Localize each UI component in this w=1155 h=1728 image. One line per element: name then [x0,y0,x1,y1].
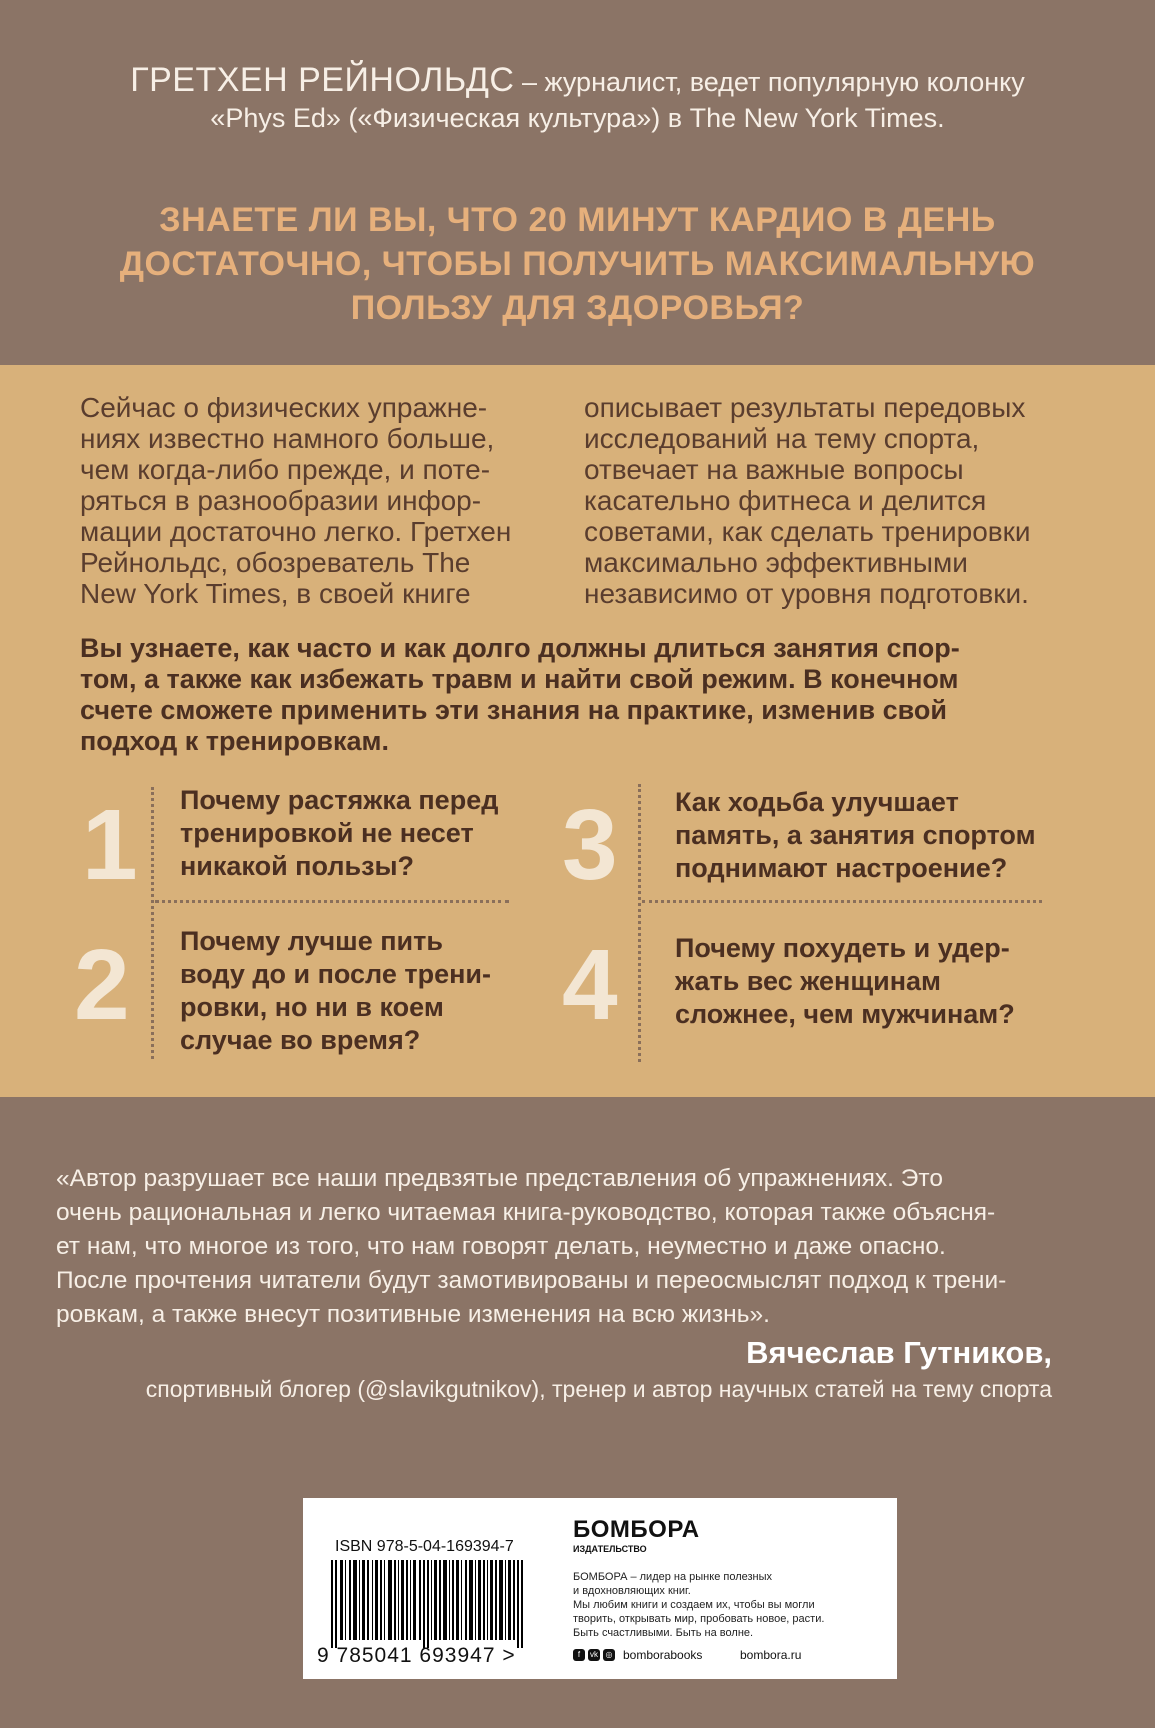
question-3 [675,786,1095,885]
publisher-line: и вдохновляющих книг. [573,1585,691,1597]
description-column-1 [80,392,550,609]
question-number-1: 1 [82,789,138,901]
description-line: чем когда-либо прежде, и поте- [80,454,491,485]
headline-question [70,198,1085,330]
question-line: никакой пользы? [180,851,415,881]
publisher-line: БОМБОРА – лидер на рынке полезных [573,1571,773,1583]
description-line: отвечает на важные вопросы [584,454,964,485]
question-1 [180,784,560,883]
facebook-icon: f [573,1649,585,1661]
description-line: советами, как сделать тренировки [584,516,1031,547]
vk-icon: vk [590,1650,598,1659]
description-column-2 [584,392,1084,609]
divider-vertical-left [151,787,154,1059]
description-line: Сейчас о физических упражне- [80,392,488,423]
barcode-number: 9 785041 693947 > [317,1644,516,1667]
review-line: ет нам, что многое из того, что нам говорят делать, неуместно и даже опасно. [56,1233,946,1260]
publisher-website: bombora.ru [740,1648,802,1662]
publisher-box [303,1498,897,1679]
question-line: ровки, но ни в коем [180,992,444,1022]
review-line: очень рациональная и легко читаемая книга-руководство, которая также объясня- [56,1199,996,1226]
question-number-4: 4 [562,929,618,1041]
author-name: ГРЕТХЕН РЕЙНОЛЬДС [130,61,515,99]
headline-line-2: ДОСТАТОЧНО, ЧТОБЫ ПОЛУЧИТЬ МАКСИМАЛЬНУЮ [119,245,1036,283]
question-line: память, а занятия спортом [675,820,1036,850]
question-line: воду до и после трени- [180,959,492,989]
divider-horizontal-left [155,900,509,903]
summary-line: подход к тренировкам. [80,726,389,756]
summary-line: том, а также как избежать травм и найти свой режим. В конечном [80,664,959,694]
headline-line-1: ЗНАЕТЕ ЛИ ВЫ, ЧТО 20 МИНУТ КАРДИО В ДЕНЬ [159,201,996,239]
social-handle: bomborabooks [623,1648,703,1662]
description-line: ниях известно намного больше, [80,423,495,454]
isbn-label: ISBN 978-5-04-169394-7 [335,1538,514,1555]
divider-vertical-right [638,784,641,1062]
summary-line: счете сможете применить эти знания на практике, изменив свой [80,695,947,725]
question-line: сложнее, чем мужчинам? [675,999,1015,1029]
summary-paragraph [80,633,1080,757]
publisher-description [573,1570,873,1640]
description-line: исследований на тему спорта, [584,423,980,454]
question-line: жать вес женщинам [675,966,942,996]
review-line: «Автор разрушает все наши предвзятые представления об упражнениях. Это [56,1165,943,1192]
publisher-line: творить, открывать мир, пробовать новое, расти. [573,1613,825,1625]
question-line: Почему лучше пить [180,926,443,956]
question-line: поднимают настроение? [675,853,1008,883]
description-line: Рейнольдс, обозреватель The [80,547,471,578]
headline-line-3: ПОЛЬЗУ ДЛЯ ЗДОРОВЬЯ? [350,289,805,327]
author-bio [70,62,1085,136]
review-line: После прочтения читатели будут замотивированы и переосмыслят подход к трени- [56,1267,1007,1294]
bio-line-1: – журналист, ведет популярную колонку [514,67,1025,97]
review-quote [56,1162,1100,1332]
question-line: Почему растяжка перед [180,785,499,815]
description-line: New York Times, в своей книге [80,578,471,609]
question-line: случае во время? [180,1025,421,1055]
description-line: описывает результаты передовых [584,392,1026,423]
divider-horizontal-right [642,900,1042,903]
social-links [573,1648,702,1662]
question-line: Почему похудеть и удер- [675,933,1010,963]
review-author-description: спортивный блогер (@slavikgutnikov), тренер и автор научных статей на тему спорта [145,1376,1052,1402]
question-line: Как ходьба улучшает [675,787,959,817]
publisher-logo: БОМБОРА [573,1516,700,1543]
publisher-line: Быть счастливыми. Быть на волне. [573,1627,754,1639]
description-line: мации достаточно легко. Гретхен [80,516,512,547]
question-4 [675,932,1095,1031]
question-number-2: 2 [74,929,130,1041]
question-line: тренировкой не несет [180,818,474,848]
description-line: ряться в разнообразии инфор- [80,485,482,516]
bio-line-2: «Phys Ed» («Физическая культура») в The New York Times. [210,103,945,133]
review-author: Вячеслав Гутников, [746,1335,1052,1370]
question-number-3: 3 [562,789,618,901]
description-line: касательно фитнеса и делится [584,485,987,516]
summary-line: Вы узнаете, как часто и как долго должны длиться занятия спор- [80,633,960,663]
barcode-image [331,1560,531,1648]
review-line: ровкам, а также внесут позитивные изменения на всю жизнь». [56,1301,770,1328]
description-line: независимо от уровня подготовки. [584,578,1029,609]
publisher-line: Мы любим книги и создаем их, чтобы вы могли [573,1599,815,1611]
instagram-icon: ◎ [603,1649,615,1661]
publisher-subtitle: ИЗДАТЕЛЬСТВО [573,1544,647,1554]
question-2 [180,925,560,1057]
description-line: максимально эффективными [584,547,968,578]
